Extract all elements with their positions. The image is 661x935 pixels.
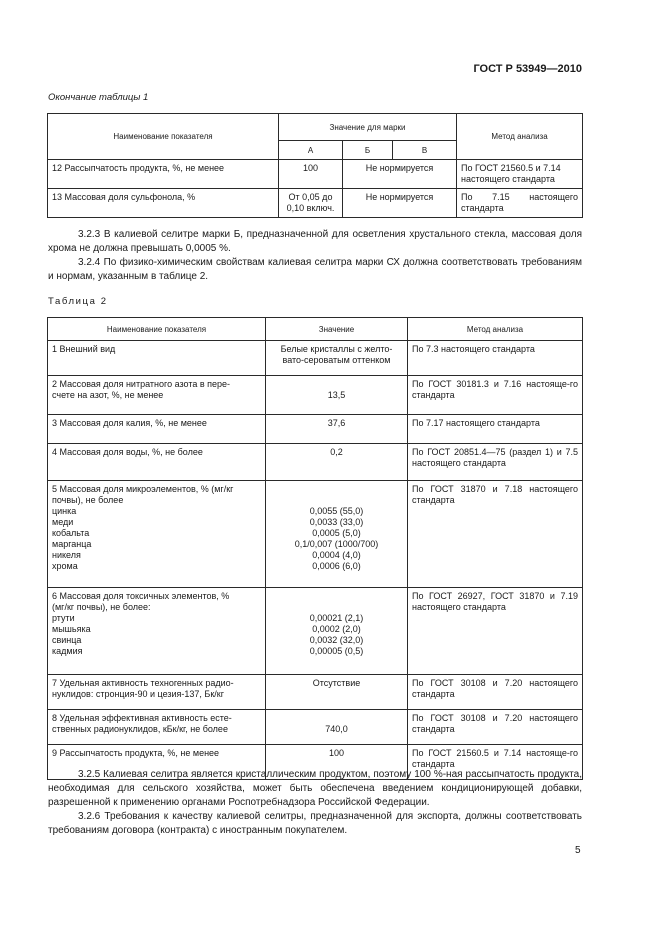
table1-cell-a: От 0,05 до 0,10 включ.: [279, 189, 343, 218]
table2-name-line: 9 Рассыпчатость продукта, %, не менее: [52, 748, 220, 758]
table2-cell-value: [266, 444, 408, 481]
table2-cell-method: По 7.17 настоящего стандарта: [408, 415, 583, 444]
table2-name-line: ртути: [52, 613, 75, 623]
table1-cell-bc: Не нормируется: [343, 160, 457, 189]
table2-name-line: 3 Массовая доля калия, %, не менее: [52, 418, 207, 428]
table1-cell-name: 12 Рассыпчатость продукта, %, не менее: [48, 160, 279, 189]
table2-name-line: мышьяка: [52, 624, 91, 634]
table2-cell-method: По ГОСТ 30108 и 7.20 настоящего стандарта: [408, 675, 583, 710]
table2-cell-value: [266, 376, 408, 415]
table1-cell-bc: Не нормируется: [343, 189, 457, 218]
table2-cell-name: [48, 710, 266, 745]
page-number: 5: [575, 845, 581, 856]
table2-cell-method: По 7.3 настоящего стандарта: [408, 341, 583, 376]
table2-value-line: 0,0032 (32,0): [309, 635, 364, 645]
table2-value-line: [270, 484, 403, 495]
table2-cell-name: [48, 415, 266, 444]
table2-value-line: 0,0033 (33,0): [309, 517, 364, 527]
table1-cell-name: 13 Массовая доля сульфонола, %: [48, 189, 279, 218]
table1-cell-a: 100: [279, 160, 343, 189]
table2-cell-value: [266, 675, 408, 710]
table2-value-line: [270, 713, 403, 724]
table2-value-line: 740,0: [325, 724, 348, 734]
table2-value-line: 0,2: [330, 447, 343, 457]
table2-value-line: 0,0006 (6,0): [312, 561, 361, 571]
table2-value-line: 13,5: [327, 390, 346, 400]
table2-name-line: нуклидов: стронция-90 и цезия-137, Бк/кг: [52, 689, 224, 699]
table2-name-line: 8 Удельная эффективная активность есте-: [52, 713, 232, 723]
table-row: [48, 444, 583, 481]
table2-name-line: 4 Массовая доля воды, %, не более: [52, 447, 203, 457]
table2-header-name: Наименование показателя: [48, 318, 266, 341]
table-row: [48, 675, 583, 710]
table2-value-line: Белые кристаллы с желто-: [280, 344, 393, 354]
table2-name-line: почвы), не более: [52, 495, 124, 505]
table-row: [48, 189, 583, 218]
table2-cell-name: [48, 481, 266, 588]
table1-grade-b: Б: [343, 141, 393, 160]
table2-name-line: хрома: [52, 561, 78, 571]
table2-name-line: (мг/кг почвы), не более:: [52, 602, 151, 612]
table2-cell-method: По ГОСТ 21560.5 и 7.14 настояще-го стандарта: [408, 745, 583, 780]
table1-header-method: Метод анализа: [457, 114, 583, 160]
table2-cell-method: По ГОСТ 20851.4—75 (раздел 1) и 7.5 настоящего стандарта: [408, 444, 583, 481]
table-row: [48, 481, 583, 588]
paragraph-3-2-5: 3.2.5 Калиевая селитра является кристаллическим продуктом, поэтому 100 %-ная рассыпчатость продукта, необходимая для сельского хозяйства, может быть обеспечена введением кондиционирующей добавки, разрешенной к применению органами Роспотребнадзора Российской Федерации.: [48, 769, 582, 808]
table1-caption: Окончание таблицы 1: [48, 92, 149, 103]
table2-cell-value: [266, 341, 408, 376]
table1: [47, 113, 583, 218]
table2-cell-value: [266, 481, 408, 588]
table1-header-name: Наименование показателя: [48, 114, 279, 160]
table2-value-line: 0,00005 (0,5): [309, 646, 364, 656]
table2-value-line: 100: [328, 748, 345, 758]
table2-name-line: счете на азот, %, не менее: [52, 390, 164, 400]
table2-cell-method: По ГОСТ 31870 и 7.18 настоящего стандарта: [408, 481, 583, 588]
table1-cell-method: По 7.15 настоящего стандарта: [457, 189, 583, 218]
table2-value-line: Отсутствие: [312, 678, 361, 688]
table2-cell-name: [48, 376, 266, 415]
table2-name-line: кобальта: [52, 528, 90, 538]
table1-grade-a: А: [279, 141, 343, 160]
table2-cell-method: По ГОСТ 30108 и 7.20 настоящего стандарта: [408, 710, 583, 745]
table1-cell-method: По ГОСТ 21560.5 и 7.14 настоящего стандарта: [457, 160, 583, 189]
table2-name-line: 7 Удельная активность техногенных радио-: [52, 678, 234, 688]
table2-value-line: 0,1/0,007 (1000/700): [294, 539, 379, 549]
table2-cell-method: По ГОСТ 30181.3 и 7.16 настояще-го стандарта: [408, 376, 583, 415]
table1-header-value: Значение для марки: [279, 114, 457, 141]
table2-value-line: [270, 591, 403, 602]
table2-name-line: 2 Массовая доля нитратного азота в пере-: [52, 379, 231, 389]
table-row: [48, 710, 583, 745]
table2-value-line: вато-сероватым оттенком: [282, 355, 391, 365]
table-row: [48, 160, 583, 189]
document-header: ГОСТ Р 53949—2010: [473, 63, 582, 75]
table2-cell-name: [48, 588, 266, 675]
table2-cell-name: [48, 675, 266, 710]
table2-name-line: кадмия: [52, 646, 83, 656]
table2-value-line: [270, 379, 403, 390]
table2-value-line: 0,0004 (4,0): [312, 550, 361, 560]
table-row: [48, 415, 583, 444]
table2-name-line: 1 Внешний вид: [52, 344, 116, 354]
table2-cell-name: [48, 341, 266, 376]
table2-value-line: [270, 495, 403, 506]
table2-name-line: цинка: [52, 506, 77, 516]
table2-cell-method: По ГОСТ 26927, ГОСТ 31870 и 7.19 настоящего стандарта: [408, 588, 583, 675]
table2-value-line: 0,0005 (5,0): [312, 528, 361, 538]
table2-name-line: марганца: [52, 539, 92, 549]
table2-value-line: 0,00021 (2,1): [309, 613, 364, 623]
table-row: [48, 376, 583, 415]
paragraph-3-2-3: 3.2.3 В калиевой селитре марки Б, предназначенной для осветления хрустального стекла, массовая доля хрома не должна превышать 0,0005 %.: [48, 229, 582, 254]
paragraph-3-2-4: 3.2.4 По физико-химическим свойствам калиевая селитра марки СХ должна соответствовать требованиям и нормам, указанным в таблице 2.: [48, 257, 582, 282]
table-row: [48, 588, 583, 675]
table2-name-line: свинца: [52, 635, 82, 645]
table2-name-line: 6 Массовая доля токсичных элементов, %: [52, 591, 230, 601]
table-row: [48, 341, 583, 376]
table2-name-line: никеля: [52, 550, 81, 560]
table2-value-line: [270, 602, 403, 613]
table2-value-line: 0,0002 (2,0): [312, 624, 361, 634]
table2-name-line: ственных радионуклидов, кБк/кг, не более: [52, 724, 228, 734]
table2-name-line: 5 Массовая доля микроэлементов, % (мг/кг: [52, 484, 234, 494]
table2-cell-name: [48, 444, 266, 481]
table1-grade-v: В: [393, 141, 457, 160]
table2-cell-value: [266, 588, 408, 675]
table2-value-line: 0,0055 (55,0): [309, 506, 364, 516]
table2: [47, 317, 583, 780]
table2-cell-value: [266, 710, 408, 745]
table2-name-line: меди: [52, 517, 74, 527]
table2-cell-value: [266, 415, 408, 444]
table2-value-line: 37,6: [327, 418, 346, 428]
table2-caption: Таблица 2: [48, 296, 108, 307]
paragraph-3-2-6: 3.2.6 Требования к качеству калиевой селитры, предназначенной для экспорта, должны соответствовать требованиям договора (контракта) с иностранным покупателем.: [48, 811, 582, 836]
table2-header-value: Значение: [266, 318, 408, 341]
table2-header-method: Метод анализа: [408, 318, 583, 341]
